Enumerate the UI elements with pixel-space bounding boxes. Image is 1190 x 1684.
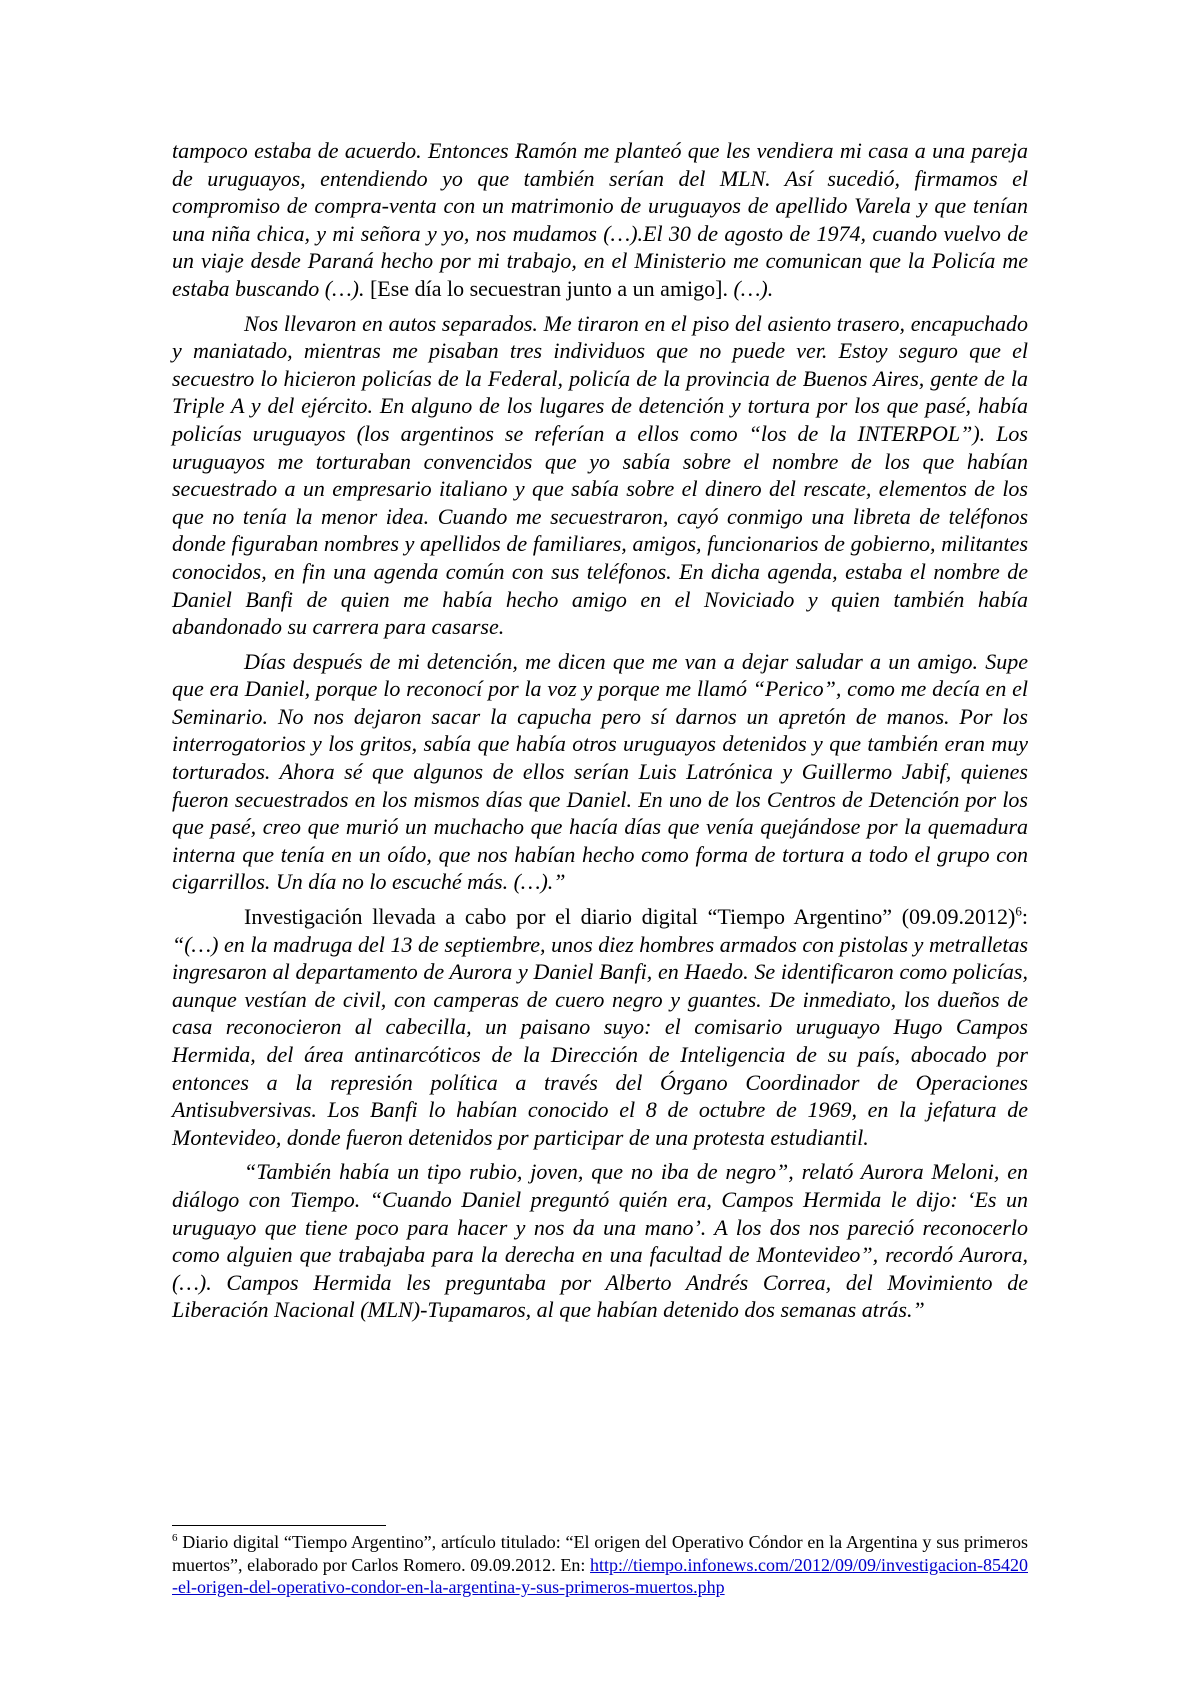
footnote-number: 6 [172, 1532, 178, 1544]
editorial-bracket: [Ese día lo secuestran junto a un amigo]. [364, 275, 734, 301]
quote-text: Días después de mi detención, me dicen que me van a dejar saludar a un amigo. Supe que era Daniel, porque lo reconocí por la voz y porque me llamó “Perico”, como me decía en el Seminario. No nos dejaron sacar la capucha pero sí darnos un apretón de manos. Por los interrogatorios y los gritos, sabía que había otros uruguayos detenidos y que también eran muy torturados. Ahora sé que algunos de ellos serían Luis Latrónica y Guillermo Jabif, quienes fueron secuestrados en los mismos días que Daniel. En uno de los Centros de Detención por los que pasé, creo que murió un muchacho que hacía días que venía quejándose por la quemadura interna que tenía en un oído, que nos habían hecho como forma de tortura a todo el grupo con cigarrillos. Un día no lo escuché más. (…).” [172, 648, 1028, 895]
footnote-link[interactable]: http://tiempo.infonews.com/2012/09/09/investigacion-85420-el-origen-del-operativo-condor-en-la-argentina-y-sus-primeros-muertos.php [172, 1554, 1028, 1597]
footnote-text: Diario digital “Tiempo Argentino”, artículo titulado: “El origen del Operativo Cóndor en la Argentina y sus primeros muertos”, elaborado por Carlos Romero. 09.09.2012. En: [172, 1532, 1028, 1575]
quote-text: Nos llevaron en autos separados. Me tiraron en el piso del asiento trasero, encapuchado y maniatado, mientras me pisaban tres individuos que no puede ver. Estoy seguro que el secuestro lo hicieron policías de la Federal, policía de la provincia de Buenos Aires, gente de la Triple A y del ejército. En alguno de los lugares de detención y tortura por los que pasé, había policías uruguayos (los argentinos se referían a ellos como “los de la INTERPOL”). Los uruguayos me torturaban convencidos que yo sabía sobre el nombre de los que habían secuestrado a un empresario italiano y que sabía sobre el dinero del rescate, elementos de los que no tenía la menor idea. Cuando me secuestraron, cayó conmigo una libreta de teléfonos donde figuraban nombres y apellidos de familiares, amigos, funcionarios de gobierno, militantes conocidos, en fin una agenda común con sus teléfonos. En dicha agenda, estaba el nombre de Daniel Banfi de quien me había hecho amigo en el Noviciado y quien también había abandonado su carrera para casarse. [172, 310, 1028, 640]
paragraph-2 [172, 310, 1028, 641]
colon: : [1021, 904, 1028, 930]
main-text [172, 137, 1028, 1331]
investigation-intro: Investigación llevada a cabo por el diario digital “Tiempo Argentino” (09.09.2012) [244, 904, 1016, 930]
quote-text: tampoco estaba de acuerdo. Entonces Ramón me planteó que les vendiera mi casa a una pareja de uruguayos, entendiendo yo que también serían del MLN. Así sucedió, firmamos el compromiso de compra-venta con un matrimonio de uruguayos de apellido Varela y que tenían una niña chica, y mi señora y yo, nos mudamos (…).El 30 de agosto de 1974, cuando vuelvo de un viaje desde Paraná hecho por mi trabajo, en el Ministerio me comunican que la Policía me estaba buscando (…). [172, 138, 1028, 301]
quote-ellipsis: (…). [733, 275, 774, 301]
footnote-separator [172, 1525, 386, 1526]
paragraph-3 [172, 648, 1028, 896]
quote-text: “También había un tipo rubio, joven, que no iba de negro”, relató Aurora Meloni, en diálogo con Tiempo. “Cuando Daniel preguntó quién era, Campos Hermida le dijo: ‘Es un uruguayo que tiene poco para hacer y nos da una mano’. A los dos nos pareció reconocerlo como alguien que trabajaba para la derecha en una facultad de Montevideo”, recordó Aurora, (…). Campos Hermida les preguntaba por Alberto Andrés Correa, del Movimiento de Liberación Nacional (MLN)-Tupamaros, al que habían detenido dos semanas atrás.” [172, 1159, 1028, 1323]
footnote-ref[interactable]: 6 [1015, 903, 1022, 919]
paragraph-4 [172, 903, 1028, 1151]
quote-text: “(…) en la madruga del 13 de septiembre, unos diez hombres armados con pistolas y metralletas ingresaron al departamento de Aurora y Daniel Banfi, en Haedo. Se identificaron como policías, aunque vestían de civil, con camperas de cuero negro y guantes. De inmediato, los dueños de casa reconocieron al cabecilla, un paisano suyo: el comisario uruguayo Hugo Campos Hermida, del área antinarcóticos de la Dirección de Inteligencia de su país, abocado por entonces a la represión política a través del Órgano Coordinador de Operaciones Antisubversivas. Los Banfi lo habían conocido el 8 de octubre de 1969, en la jefatura de Montevideo, donde fueron detenidos por participar de una protesta estudiantil. [172, 931, 1028, 1150]
paragraph-1 [172, 137, 1028, 303]
paragraph-5 [172, 1158, 1028, 1324]
footnote [172, 1531, 1028, 1599]
